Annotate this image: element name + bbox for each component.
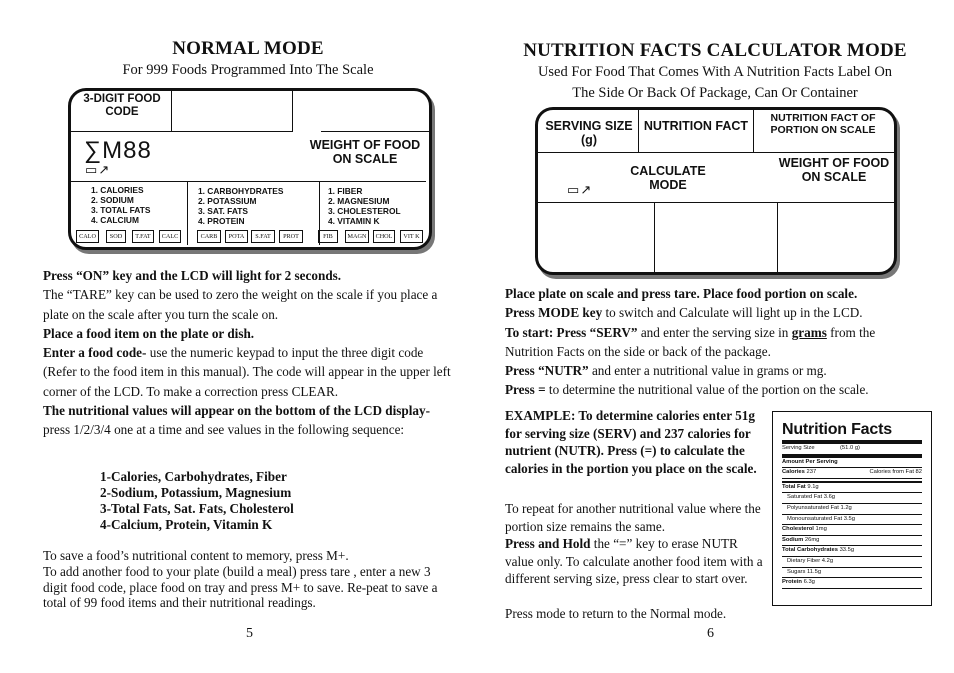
nutrient-list-2: [198, 186, 283, 226]
calories-row: [782, 468, 922, 479]
row-value: Calories from Fat 82: [869, 469, 922, 476]
row-label: Serving Size: [782, 445, 815, 451]
lcd-divider: [777, 202, 778, 272]
weight-label: WEIGHT OF FOOD ON SCALE: [309, 138, 421, 166]
paragraph: [505, 535, 767, 588]
row-label: Cholesterol: [782, 526, 814, 533]
key-potassium: POTA: [225, 230, 248, 243]
key-calories: CALO: [76, 230, 99, 243]
subheading-line: The Side Or Back Of Package, Can Or Container: [572, 85, 858, 101]
lcd-divider: [321, 131, 429, 132]
row-label: Total Fat: [782, 483, 806, 490]
key-cholesterol: CHOL: [373, 230, 395, 243]
lcd-divider: [538, 202, 894, 203]
battery-icon: ▭ ↗: [85, 162, 110, 177]
left-heading: NORMAL MODE: [172, 38, 324, 59]
lcd-cell-middle: [171, 88, 293, 132]
paragraph-text: use the numeric keypad to input the three digit code (Refer to the food item in this manual). The code will appear in the upper left corner of the LCD. To make a correction press CLEAR.: [43, 345, 451, 399]
paragraph-bold: Enter a food code-: [43, 345, 147, 361]
list-item: 1-Calories, Carbohydrates, Fiber: [100, 469, 287, 484]
paragraph-text: from the Nutrition Facts on the side or back of the package.: [505, 324, 876, 359]
key-magnesium: MAGN: [345, 230, 369, 243]
list-item: 3. CHOLESTEROL: [328, 206, 401, 216]
battery-icon: ▭ ↗: [567, 182, 592, 197]
lcd-divider: [538, 152, 894, 153]
paragraph: To repeat for another nutritional value where the portion size remains the same.: [505, 501, 761, 534]
list-item: 1. CARBOHYDRATES: [198, 186, 284, 196]
paragraph: [505, 380, 921, 399]
memory-instructions: [43, 548, 445, 611]
list-item: 2. MAGNESIUM: [328, 196, 390, 206]
protein-row: [782, 578, 922, 589]
paragraph: Place plate on scale and press tare. Place food portion on scale.: [505, 286, 858, 301]
row-value: 237: [806, 469, 817, 476]
serving-size-row: [782, 444, 922, 455]
nutrition-facts-label: [772, 411, 932, 606]
right-instructions: [505, 284, 921, 400]
paragraph-text: the “=” key to erase NUTR value only. To calculate another food item with a different serving size, press clear to start over.: [505, 536, 763, 587]
right-subheading: [500, 62, 930, 104]
normal-mode-lcd: [68, 88, 432, 250]
right-heading: NUTRITION FACTS CALCULATOR MODE: [523, 40, 907, 61]
key-fiber: FIB: [318, 230, 338, 243]
row-label: Calories: [782, 469, 805, 476]
paragraph: Place a food item on the plate or dish.: [43, 325, 255, 341]
monounsaturated-fat-row: Monounsaturated Fat 3.5g: [782, 515, 922, 526]
list-item: 4-Calcium, Protein, Vitamin K: [100, 517, 273, 532]
return-instructions: Press mode to return to the Normal mode.: [505, 606, 727, 621]
page-number-right: 6: [707, 626, 714, 641]
example-text: EXAMPLE: To determine calories enter 51g for serving size (SERV) and 237 calories for nutrient (NUTR). Press (=) to calculate the calories in the portion you place on the scale.: [505, 408, 757, 476]
paragraph: The “TARE” key can be used to zero the weight on the scale if you place a plate on the scale after you turn the scale on.: [43, 287, 438, 322]
weight-label: WEIGHT OF FOOD ON SCALE: [778, 156, 890, 184]
list-item: 1. FIBER: [328, 186, 363, 196]
paragraph-bold: Press MODE key: [505, 305, 603, 321]
paragraph-bold: Press and Hold: [505, 536, 591, 552]
left-subheading: For 999 Foods Programmed Into The Scale: [122, 62, 374, 78]
left-instructions: [43, 266, 453, 440]
paragraph: [43, 343, 453, 401]
calculate-mode-label: CALCULATE MODE: [630, 164, 706, 192]
paragraph-bold: To start: Press “SERV”: [505, 324, 638, 340]
row-value: (51.0 g): [840, 445, 860, 451]
list-item: 4. VITAMIN K: [328, 216, 380, 226]
row-value: 1mg: [815, 526, 827, 533]
key-sat-fat: S.FAT: [251, 230, 275, 243]
list-item: 1. CALORIES: [91, 185, 144, 195]
calculator-mode-lcd: [535, 107, 897, 275]
saturated-fat-row: Saturated Fat 3.6g: [782, 493, 922, 504]
key-sodium: SOD: [106, 230, 126, 243]
lcd-divider: [187, 181, 188, 245]
grams-emphasis: grams: [791, 324, 827, 340]
key-vitamin-k: VIT K: [400, 230, 423, 243]
portion-label: NUTRITION FACT OF PORTION ON SCALE: [770, 112, 876, 136]
paragraph-text: and enter a nutritional value in grams or mg.: [588, 363, 827, 379]
lcd-divider: [71, 131, 289, 132]
row-label: Sodium: [782, 536, 804, 543]
key-calcium: CALC: [159, 230, 181, 243]
paragraph: [505, 303, 921, 322]
polyunsaturated-fat-row: Polyunsaturated Fat 1.2g: [782, 504, 922, 515]
dietary-fiber-row: Dietary Fiber 4.2g: [782, 557, 922, 568]
nutrition-fact-label: NUTRITION FACT: [643, 119, 749, 133]
paragraph-bold: The nutritional values will appear on the bottom of the LCD display-: [43, 403, 430, 419]
row-label: Total Carbohydrates: [782, 547, 838, 554]
paragraph: To save a food’s nutritional content to memory, press M+.: [43, 548, 349, 563]
row-label: Protein: [782, 579, 802, 586]
paragraph-text: press 1/2/3/4 one at a time and see values in the following sequence:: [43, 422, 405, 438]
paragraph: Press “ON” key and the LCD will light for 2 seconds.: [43, 268, 342, 283]
list-item: 3. TOTAL FATS: [91, 205, 151, 215]
cholesterol-row: [782, 525, 922, 536]
list-item: 2. SODIUM: [91, 195, 134, 205]
list-item: 2. POTASSIUM: [198, 196, 257, 206]
row-value: 6.3g: [803, 579, 815, 586]
paragraph: [505, 323, 921, 362]
sodium-row: [782, 536, 922, 547]
sequence-list: [100, 469, 294, 533]
sugars-row: Sugars 11.5g: [782, 568, 922, 579]
total-fat-row: [782, 483, 922, 494]
page-number-left: 5: [246, 626, 253, 641]
paragraph-bold: Press =: [505, 382, 546, 398]
segment-display: ∑M88: [84, 137, 152, 164]
total-carbohydrates-row: [782, 546, 922, 557]
subheading-line: Used For Food That Comes With A Nutrition Facts Label On: [537, 64, 893, 80]
paragraph: [505, 361, 921, 380]
list-item: 4. PROTEIN: [198, 216, 245, 226]
lcd-divider: [71, 181, 426, 182]
serving-size-label: SERVING SIZE (g): [545, 119, 633, 147]
row-value: 9.1g: [807, 483, 819, 490]
paragraph-text: and enter the serving size in: [637, 324, 792, 340]
paragraph-text: to switch and Calculate will light up in the LCD.: [602, 305, 863, 321]
nutrient-list-1: [91, 185, 150, 225]
paragraph-bold: Press “NUTR”: [505, 363, 589, 379]
row-value: 33.5g: [839, 547, 855, 554]
paragraph: [43, 401, 453, 440]
key-total-fat: T.FAT: [132, 230, 154, 243]
nutrient-list-3: [328, 186, 401, 226]
row-value: 26mg: [804, 536, 820, 543]
list-item: 2-Sodium, Potassium, Magnesium: [100, 485, 292, 500]
paragraph-text: to determine the nutritional value of the portion on the scale.: [545, 382, 869, 398]
list-item: 3. SAT. FATS: [198, 206, 248, 216]
amount-per-serving-row: Amount Per Serving: [782, 458, 922, 469]
repeat-instructions: [505, 500, 767, 588]
list-item: 4. CALCIUM: [91, 215, 139, 225]
food-code-label: 3-DIGIT FOOD CODE: [83, 93, 161, 118]
paragraph: To add another food to your plate (build a meal) press tare , enter a new 3 digit food code, place food on tray and press M+ to save. Re-peat to save a total of 99 food items and their nutritional readings.: [43, 563, 438, 611]
key-protein: PROT: [279, 230, 303, 243]
key-carbohydrates: CARB: [197, 230, 221, 243]
lcd-divider: [654, 202, 655, 272]
nutrition-facts-title: Nutrition Facts: [782, 421, 892, 438]
list-item: 3-Total Fats, Sat. Fats, Cholesterol: [100, 501, 294, 516]
